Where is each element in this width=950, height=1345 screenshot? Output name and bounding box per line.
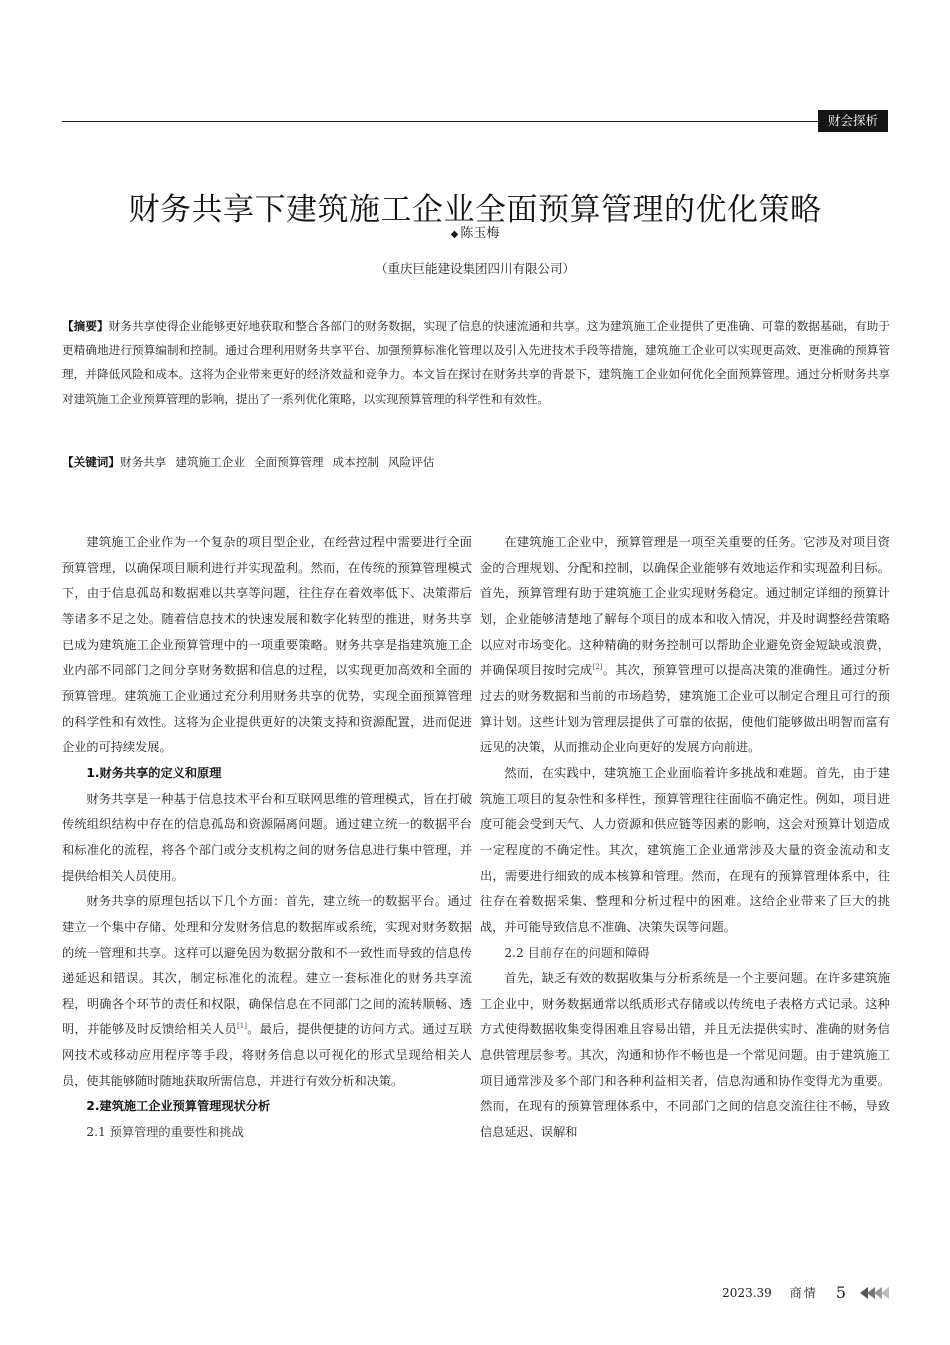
paragraph: 首先，缺乏有效的数据收集与分析系统是一个主要问题。在许多建筑施工企业中，财务数据通常以纸质形式存储或以传统电子表格方式记录。这种方式使得数据收集变得困难且容易出错，并且无法提供实时、准确的财务信息供管理层参考。其次，沟通和协作不畅也是一个常见问题。由于建筑施工项目通常涉及多个部门和各种利益相关者，信息沟通和协作变得尤为重要。然而，在现有的预算管理体系中，不同部门之间的信息交流往往不畅，导致信息延迟、误解和: [480, 971, 890, 1140]
article-title: 财务共享下建筑施工企业全面预算管理的优化策略: [128, 191, 822, 228]
paragraph: [480, 530, 890, 761]
author-affiliation: （重庆巨能建设集团四川有限公司）: [374, 261, 575, 276]
issue-number: 2023.39: [722, 1285, 772, 1300]
double-arrow-left-icon: [860, 1286, 890, 1300]
author-line: [0, 222, 950, 241]
journal-name: 商情: [789, 1286, 818, 1300]
keyword: 全面预算管理: [253, 455, 324, 469]
paragraph-text: 在建筑施工企业中，预算管理是一项至关重要的任务。它涉及对项目资金的合理规划、分配和控制，以确保企业能够有效地运作和实现盈利目标。首先，预算管理有助于建筑施工企业实现财务稳定。通过制定详细的预算计划，企业能够清楚地了解每个项目的成本和收入情况，并及时调整经营策略以应对市场变化。这种精确的财务控制可以帮助企业避免资金短缺或浪费，并确保项目按时完成: [480, 535, 890, 678]
abstract: [62, 314, 890, 411]
paragraph: 建筑施工企业作为一个复杂的项目型企业，在经营过程中需要进行全面预算管理，以确保项目顺利进行并实现盈利。然而，在传统的预算管理模式下，由于信息孤岛和数据难以共享等问题，往往存在着效率低下、决策滞后等诸多不足之处。随着信息技术的快速发展和数字化转型的推进，财务共享已成为建筑施工企业预算管理中的一项重要策略。财务共享是指建筑施工企业内部不同部门之间分享财务数据和信息的过程，以实现更加高效和全面的预算管理。建筑施工企业通过充分利用财务共享的优势，实现全面预算管理的科学性和有效性。这将为企业提供更好的决策支持和资源配置，进而促进企业的可持续发展。: [62, 535, 472, 755]
keyword: 风险评估: [387, 455, 435, 469]
section-tag: 财会探析: [818, 110, 888, 132]
keywords-label: 【关键词】: [62, 455, 120, 469]
paragraph: 财务共享是一种基于信息技术平台和互联网思维的管理模式，旨在打破传统组织结构中存在的信息孤岛和资源隔离问题。通过建立统一的数据平台和标准化的流程，将各个部门或分支机构之间的财务信息进行集中管理，并提供给相关人员使用。: [62, 791, 472, 883]
section-heading: 1.财务共享的定义和原理: [86, 765, 222, 780]
keyword: 建筑施工企业: [175, 455, 245, 469]
paragraph-text: 财务共享的原理包括以下几个方面：首先，建立统一的数据平台。通过建立一个集中存储、处理和分发财务信息的数据库或系统，实现对财务数据的统一管理和共享。这样可以避免因为数据分散和不一致性而导致的信息传递延迟和错误。其次，制定标准化的流程。建立一套标准化的财务共享流程，明确各个环节的责任和权限，确保信息在不同部门之间的流转顺畅、透明，并能够及时反馈给相关人员: [62, 894, 472, 1037]
body-column-left: [62, 530, 472, 1146]
citation-ref: [2]: [592, 663, 603, 672]
abstract-text: 财务共享使得企业能够更好地获取和整合各部门的财务数据，实现了信息的快速流通和共享。这为建筑施工企业提供了更准确、可靠的数据基础，有助于更精确地进行预算编制和控制。通过合理利用财务共享平台、加强预算标准化管理以及引入先进技术手段等措施，建筑施工企业可以实现更高效、更准确的预算管理，并降低风险和成本。这将为企业带来更好的经济效益和竞争力。本文旨在探讨在财务共享的背景下，建筑施工企业如何优化全面预算管理。通过分析财务共享对建筑施工企业预算管理的影响，提出了一系列优化策略，以实现预算管理的科学性和有效性。: [62, 319, 890, 406]
keyword: 成本控制: [332, 455, 379, 469]
citation-ref: [1]: [237, 1022, 247, 1031]
paragraph-text: 。其次，预算管理可以提高决策的准确性。通过分析过去的财务数据和当前的市场趋势，建筑施工企业可以制定合理且可行的预算计划。这些计划为管理层提供了可靠的依据，使他们能够做出明智而富有远见的决策，从而推动企业向更好的发展方向前进。: [480, 663, 891, 755]
keywords: [62, 451, 890, 473]
page-footer: [722, 1283, 890, 1302]
paragraph-text: 。最后，提供便捷的访问方式。通过互联网技术或移动应用程序等手段，将财务信息以可视化的形式呈现给相关人员，使其能够随时随地获取所需信息，并进行有效分析和决策。: [62, 1022, 473, 1088]
subsection-heading: 2.1 预算管理的重要性和挑战: [86, 1125, 244, 1140]
author-name: 陈玉梅: [460, 226, 500, 241]
subsection-heading: 2.2 目前存在的问题和障碍: [504, 945, 650, 960]
section-heading: 2.建筑施工企业预算管理现状分析: [86, 1099, 271, 1114]
paragraph: [62, 889, 472, 1094]
abstract-label: 【摘要】: [62, 319, 109, 333]
header-rule: [62, 121, 888, 122]
keyword: 财务共享: [119, 455, 167, 469]
paragraph: 然而，在实践中，建筑施工企业面临着许多挑战和难题。首先，由于建筑施工项目的复杂性和多样性，预算管理往往面临不确定性。例如，项目进度可能会受到天气、人力资源和供应链等因素的影响，这会对预算计划造成一定程度的不确定性。其次，建筑施工企业通常涉及大量的资金流动和支出，需要进行细致的成本核算和管理。然而，在现有的预算管理体系中，往往存在着数据采集、整理和分析过程中的困难。这给企业带来了巨大的挑战，并可能导致信息不准确、决策失误等问题。: [480, 765, 890, 934]
author-mark: ◆: [450, 229, 459, 240]
page-number: 5: [835, 1283, 846, 1302]
body-column-right: [480, 530, 890, 1146]
